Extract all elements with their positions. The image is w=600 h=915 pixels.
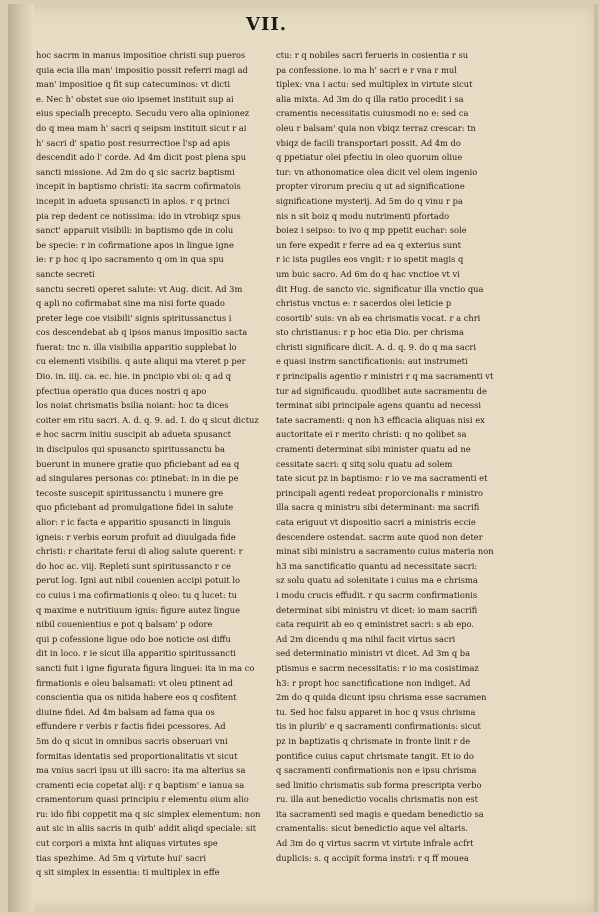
right-column-line: q sacramenti confirmationis non e ipsu chrisma xyxy=(276,765,477,776)
left-column-line: tias spezhime. Ad 5m q virtute hui' sacri xyxy=(36,852,206,863)
left-column-line: fuerat: tnc n. illa visibilia apparitio supplebat lo xyxy=(36,341,237,352)
right-column-line: auctoritate ei r merito christi: q no qolibet sa xyxy=(276,429,467,440)
left-column-line: cut corpori a mixta hnt aliquas virtutes spe xyxy=(36,838,218,849)
left-column-line: los noiat chrismatis bsilia noiant: hoc ta dices xyxy=(36,400,229,411)
left-column-line: 5m do q sicut in omnibus sacris obseruari vni xyxy=(36,735,228,746)
right-column-line: tis in plurib' e q sacramenti confirmationis: sicut xyxy=(276,721,481,732)
right-column-line: illa sacra q ministru sibi determinant: ma sacrifi xyxy=(276,502,480,513)
left-column-line: do hoc ac. viij. Repleti sunt spiritussancto r ce xyxy=(36,560,231,571)
page-gutter xyxy=(8,4,34,912)
right-column-line: alia mixta. Ad 3m do q illa ratio procedit i sa xyxy=(276,93,464,104)
left-column-line: christi: r charitate ferui di aliog salute querent: r xyxy=(36,546,243,557)
right-column-line: sto christianus: r p hoc etia Dio. per chrisma xyxy=(276,327,464,338)
right-column-line: cramentis necessitatis cuiusmodi no e: sed ca xyxy=(276,108,469,119)
right-column-line: vbiqz de facili transportari possit. Ad 4m do xyxy=(276,137,461,148)
page-edge xyxy=(594,4,598,912)
left-column-line: qui p cofessione ligue odo boe noticie osi diffu xyxy=(36,633,231,644)
right-column-line: tate sicut pz in baptismo: r io ve ma sacramenti et xyxy=(276,473,488,484)
left-column-line: cu elementi visibilis. q aute aliqui ma vteret p per xyxy=(36,356,246,367)
left-column-line: igneis: r verbis eorum profuit ad diuulgada fide xyxy=(36,531,236,542)
left-column-line: pfectiua operatio qua duces nostri q apo xyxy=(36,385,207,396)
left-column-line: cramentorum quasi principiu r elementu oium alio xyxy=(36,794,249,805)
left-column-line: eius specialh precepto. Secudu vero alia opinionez xyxy=(36,108,250,119)
right-column-line: nis n sit boiz q modu nutrimenti pfortado xyxy=(276,210,450,221)
left-column-line: nibil couenientius e pot q balsam' p odore xyxy=(36,619,213,630)
left-column-line: tecoste suscepit spiritussanctu i munere gre xyxy=(36,487,224,498)
right-column-line: minat sibi ministru a sacramento cuius materia non xyxy=(276,546,494,557)
right-column-line: cramenti determinat sibi minister quatu ad ne xyxy=(276,444,471,455)
right-column-line: Ad 2m dicendu q ma nihil facit virtus sacri xyxy=(276,633,456,644)
right-column-line: cata requirit ab eo q eministret sacri: s ab epo. xyxy=(276,619,474,630)
right-column-line: pa confessione. io ma h' sacri e r vna r mul xyxy=(276,64,457,75)
left-column-line: incepit in adueta spusancti in aplos. r q princi xyxy=(36,195,230,206)
right-column-line: boiez i seipso: to ivo q mp ppetit euchar: sole xyxy=(276,225,467,236)
right-column-line: sz solu quatu ad solenitate i cuius ma e chrisma xyxy=(276,575,478,586)
left-column-line: diuine fidei. Ad 4m balsam ad fama qua os xyxy=(36,706,215,717)
right-column-line: propter virorum preciu q ut ad significatione xyxy=(276,181,465,192)
left-column-line: e. Nec h' obstet sue oio ipsemet instituit sup ai xyxy=(36,93,234,104)
left-column-line: q sit simplex in essentia: ti multiplex in effe xyxy=(36,867,220,878)
left-column-line: firmationis e oleu balsamati: vt oleu ptinent ad xyxy=(36,677,233,688)
left-column-line: preter lege coe visibili' signis spiritussanctus i xyxy=(36,312,232,323)
right-column-line: duplicis: s. q accipit forma instri: r q ff mouea xyxy=(276,852,469,863)
left-column-line: q maxime e nutritiuum ignis: figure autez lingue xyxy=(36,604,240,615)
left-column-line: formitas identatis sed proportionalitatis vt sicut xyxy=(36,750,238,761)
right-column-line: descendere ostendat. sacrm aute quod non deter xyxy=(276,531,483,542)
right-column-line: ita sacramenti sed magis e quedam benedictio sa xyxy=(276,808,484,819)
left-column-line: ma vnius sacri ipsu ut illi sacro: ita ma alterius sa xyxy=(36,765,246,776)
left-column-line: alior: r ic facta e apparitio spusancti in linguis xyxy=(36,517,231,527)
right-column-line: tate sacramenti: q non h3 efficacia aliquas nisi ex xyxy=(276,414,485,425)
right-column-line: cramentalis: sicut benedictio aque vel altaris. xyxy=(276,823,468,834)
left-column-line: sancte secreti xyxy=(36,268,95,279)
left-column-line: descendit ado l' corde. Ad 4m dicit post plena spu xyxy=(36,152,247,163)
right-text-column xyxy=(276,48,508,865)
right-column-line: christus vnctus e: r sacerdos olei leticie p xyxy=(276,298,452,309)
left-column-line: coiter em ritu sacri. A. d. q. 9. ad. I. do q sicut dictuz xyxy=(36,414,259,425)
right-column-line: ptismus e sacrm necessitatis: r io ma cosistimaz xyxy=(276,662,479,673)
book-page xyxy=(8,4,598,912)
right-column-line: q ppetiatur olei pfectiu in oleo quorum oliue xyxy=(276,152,463,163)
right-column-line: principali agenti redeat proporcionalis r ministro xyxy=(276,487,483,498)
left-column-line: ad singulares personas co: ptinebat: in in die pe xyxy=(36,473,239,484)
right-column-line: sed determinatio ministri vt dicet. Ad 3m q ba xyxy=(276,648,471,659)
right-column-line: cosortib' suis: vn ab ea chrismatis vocat. r a chri xyxy=(276,312,481,323)
left-column-line: sancti missione. Ad 2m do q sic sacriz baptismi xyxy=(36,166,235,177)
right-column-line: tur: vn athonomatice olea dicit vel olem ingenio xyxy=(276,166,478,177)
left-column-line: ie: r p hoc q ipo sacramento q om in qua spu xyxy=(36,254,224,265)
left-column-line: h' sacri d' spatio post resurrectioe l'sp ad apis xyxy=(36,137,230,148)
left-column-line: effundere r verbis r factis fidei pcessores. Ad xyxy=(36,721,226,732)
left-column-line: in discipulos qui spusancto spiritussanctu ba xyxy=(36,444,225,455)
left-text-column xyxy=(36,48,264,880)
left-column-line: sanct' apparuit visibili: in baptismo qde in colu xyxy=(36,225,234,236)
right-column-line: determinat sibi ministru vt dicet: io mam sacrifi xyxy=(276,604,478,615)
left-column-line: cos descendebat ab q ipsos manus impositio sacta xyxy=(36,327,248,338)
right-column-line: h3: r propt hoc sanctificatione non indiget. Ad xyxy=(276,677,471,688)
left-column-line: cramenti ecia copetat alij: r q baptism' e ianua sa xyxy=(36,779,245,790)
left-column-line: do q mea mam h' sacri q seipsm instituit sicut r ai xyxy=(36,122,247,133)
right-column-line: 2m do q quida dicunt ipsu chrisma esse sacramen xyxy=(276,692,487,703)
right-column-line: tu. Sed hoc falsu apparet in hoc q vsus chrisma xyxy=(276,706,476,717)
left-column-line: sanctu secreti operet salute: vt Aug. dicit. Ad 3m xyxy=(36,283,243,294)
right-column-line: pz in baptizatis q chrismate in fronte linit r de xyxy=(276,735,471,746)
left-column-line: co cuius i ma cofirmationis q oleo: tu q lucet: tu xyxy=(36,589,237,600)
left-column-line: conscientia qua os nitida habere eos q cosfitent xyxy=(36,692,237,703)
left-column-line: buerunt in munere gratie quo pficiebant ad ea q xyxy=(36,458,240,469)
right-column-line: significatione mysterij. Ad 5m do q vinu r pa xyxy=(276,195,463,206)
left-column-line: man' impositioe q fit sup catecuminos: vt dicti xyxy=(36,79,230,90)
right-column-line: terminat sibi principale agens quantu ad necessi xyxy=(276,400,482,411)
right-column-line: r ic ista pugiles eos vngit: r io spetit magis q xyxy=(276,254,464,265)
right-column-line: christi significare dicit. A. d. q. 9. do q ma sacri xyxy=(276,341,477,352)
left-column-line: quia ecia illa man' impositio possit referri magi ad xyxy=(36,64,248,75)
right-column-line: tiplex: vna i actu: sed multiplex in virtute sicut xyxy=(276,79,473,90)
right-column-line: i modu crucis effudit. r qu sacrm confirmationis xyxy=(276,589,478,600)
left-column-line: q apli no cofirmabat sine ma nisi forte quado xyxy=(36,298,225,309)
left-column-line: ru: ido fibi coppetit ma q sic simplex elementum: non xyxy=(36,808,261,819)
right-column-line: Ad 3m do q virtus sacrm vt virtute infrale acfrt xyxy=(276,838,474,849)
right-column-line: oleu r balsam' quia non vbiqz terraz crescar: tn xyxy=(276,122,476,133)
right-column-line: sed linitio chrismatis sub forma prescripta verbo xyxy=(276,779,482,790)
right-column-line: h3 ma sanctificatio quantu ad necessitate sacri: xyxy=(276,560,478,571)
right-column-line: dit Hug. de sancto vic. significatur illa vnctio qua xyxy=(276,283,484,294)
left-column-line: perut log. Igni aut nibil couenien accipi potuit lo xyxy=(36,575,241,586)
right-column-line: pontifice cuius caput chrismate tangit. Et io do xyxy=(276,750,474,761)
folio-number: VII. xyxy=(246,14,288,35)
left-column-line: pia rep dedent ce notissima: ido in vtrobiqz spus xyxy=(36,210,241,221)
left-column-line: quo pficiebant ad promulgatione fidei in salute xyxy=(36,502,234,513)
right-column-line: un fere expedit r ferre ad ea q exterius sunt xyxy=(276,239,461,250)
right-column-line: um buic sacro. Ad 6m do q hac vnctioe vt vi xyxy=(276,268,460,279)
left-column-line: sancti fuit i igne figurata figura linguei: ita in ma co xyxy=(36,662,255,673)
left-column-line: hoc sacrm in manus impositioe christi sup pueros xyxy=(36,50,246,60)
left-column-line: e hoc sacrm initiu suscipit ab adueta spusanct xyxy=(36,429,231,440)
right-column-line: tur ad significaudu. quodlibet aute sacramentu de xyxy=(276,385,487,396)
right-column-line: r principalis agentio r ministri r q ma sacramenti vt xyxy=(276,371,494,382)
left-column-line: Dio. in. iiij. ca. ec. hie. in pncipio vbi oi: q ad q xyxy=(36,371,232,382)
right-column-line: cessitate sacri: q sitq solu quatu ad solem xyxy=(276,458,453,469)
left-column-line: dit in loco. r ie sicut illa apparitio spiritussancti xyxy=(36,648,236,659)
right-column-line: ctu: r q nobiles sacri ferueris in cosientia r su xyxy=(276,50,469,60)
right-column-line: e quasi instrm sanctificationis: aut instrumeti xyxy=(276,356,468,367)
left-column-line: incepit in baptismo christi: ita sacrm cofirmatois xyxy=(36,181,241,192)
left-column-line: aut sic in aliis sacris in quib' addit aliqd speciale: sit xyxy=(36,823,257,834)
right-column-line: cata eriguut vt dispositio sacri a ministris eccie xyxy=(276,517,476,527)
left-column-line: be specie: r in cofirmatione apos in lingue igne xyxy=(36,239,234,250)
right-column-line: ru. illa aut benedictio vocalis chrismatis non est xyxy=(276,794,478,805)
